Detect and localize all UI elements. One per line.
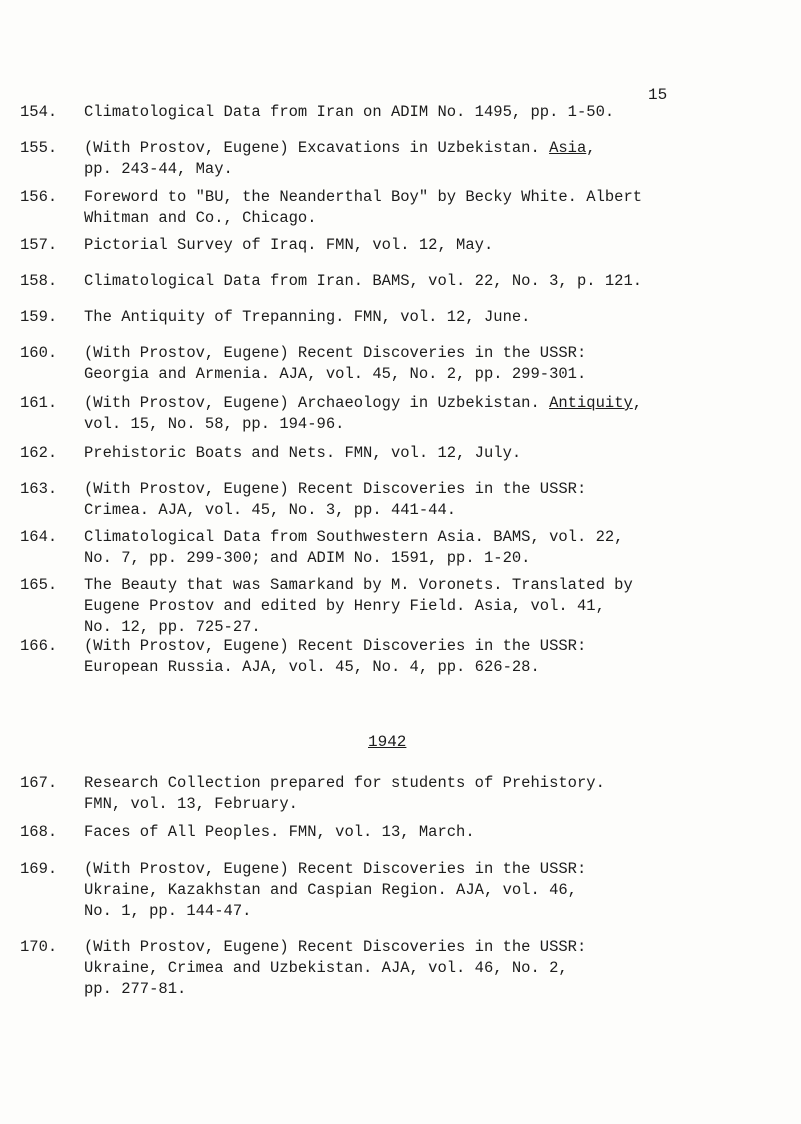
entry-number: 162. bbox=[20, 444, 58, 462]
entry-text: (With Prostov, Eugene) Recent Discoveries in the USSR: Georgia and Armenia. AJA, vol. 45, No. 2, pp. 299-301. bbox=[84, 344, 587, 383]
entry-number: 158. bbox=[20, 272, 58, 290]
entry-number: 156. bbox=[20, 188, 58, 206]
entry-number: 154. bbox=[20, 103, 58, 121]
entry-number: 168. bbox=[20, 823, 58, 841]
entry-number: 170. bbox=[20, 938, 58, 956]
entry-number: 169. bbox=[20, 860, 58, 878]
entry-number: 163. bbox=[20, 480, 58, 498]
entry-number: 165. bbox=[20, 576, 58, 594]
journal-title: Antiquity bbox=[549, 394, 633, 412]
entry-text: (With Prostov, Eugene) Recent Discoveries in the USSR: European Russia. AJA, vol. 45, No. 4, pp. 626-28. bbox=[84, 637, 587, 676]
entry-text: Foreword to "BU, the Neanderthal Boy" by Becky White. Albert Whitman and Co., Chicago. bbox=[84, 188, 643, 227]
entry-text: Climatological Data from Southwestern Asia. BAMS, vol. 22, No. 7, pp. 299-300; and ADIM No. 1591, pp. 1-20. bbox=[84, 528, 624, 567]
page-number: 15 bbox=[648, 86, 668, 104]
entry-number: 164. bbox=[20, 528, 58, 546]
entry-text: Climatological Data from Iran on ADIM No. 1495, pp. 1-50. bbox=[84, 103, 615, 121]
entry-number: 161. bbox=[20, 394, 58, 412]
entry-text: Research Collection prepared for students of Prehistory. FMN, vol. 13, February. bbox=[84, 774, 605, 813]
entry-text: (With Prostov, Eugene) Recent Discoveries in the USSR: Crimea. AJA, vol. 45, No. 3, pp. 441-44. bbox=[84, 480, 587, 519]
entry-text: (With Prostov, Eugene) Archaeology in Uzbekistan. Antiquity, vol. 15, No. 58, pp. 194-96. bbox=[84, 394, 643, 433]
entry-number: 160. bbox=[20, 344, 58, 362]
entry-number: 166. bbox=[20, 637, 58, 655]
entry-number: 167. bbox=[20, 774, 58, 792]
entry-number: 159. bbox=[20, 308, 58, 326]
journal-title: Asia bbox=[549, 139, 587, 157]
entry-number: 157. bbox=[20, 236, 58, 254]
entry-text: Prehistoric Boats and Nets. FMN, vol. 12, July. bbox=[84, 444, 522, 462]
entry-text: The Beauty that was Samarkand by M. Voronets. Translated by Eugene Prostov and edited by Henry Field. Asia, vol. 41, No. 12, pp. 725-27. bbox=[84, 576, 633, 636]
entry-text: Pictorial Survey of Iraq. FMN, vol. 12, May. bbox=[84, 236, 494, 254]
entry-text: (With Prostov, Eugene) Recent Discoveries in the USSR: Ukraine, Crimea and Uzbekistan. AJA, vol. 46, No. 2, pp. 277-81. bbox=[84, 938, 587, 998]
entry-text: (With Prostov, Eugene) Excavations in Uzbekistan. Asia, pp. 243-44, May. bbox=[84, 139, 596, 178]
entry-number: 155. bbox=[20, 139, 58, 157]
section-year-heading: 1942 bbox=[368, 733, 407, 751]
entry-text: (With Prostov, Eugene) Recent Discoveries in the USSR: Ukraine, Kazakhstan and Caspian Region. AJA, vol. 46, No. 1, pp. 144-47. bbox=[84, 860, 587, 920]
entry-text: Faces of All Peoples. FMN, vol. 13, March. bbox=[84, 823, 475, 841]
entry-text: The Antiquity of Trepanning. FMN, vol. 12, June. bbox=[84, 308, 531, 326]
entry-text: Climatological Data from Iran. BAMS, vol. 22, No. 3, p. 121. bbox=[84, 272, 643, 290]
